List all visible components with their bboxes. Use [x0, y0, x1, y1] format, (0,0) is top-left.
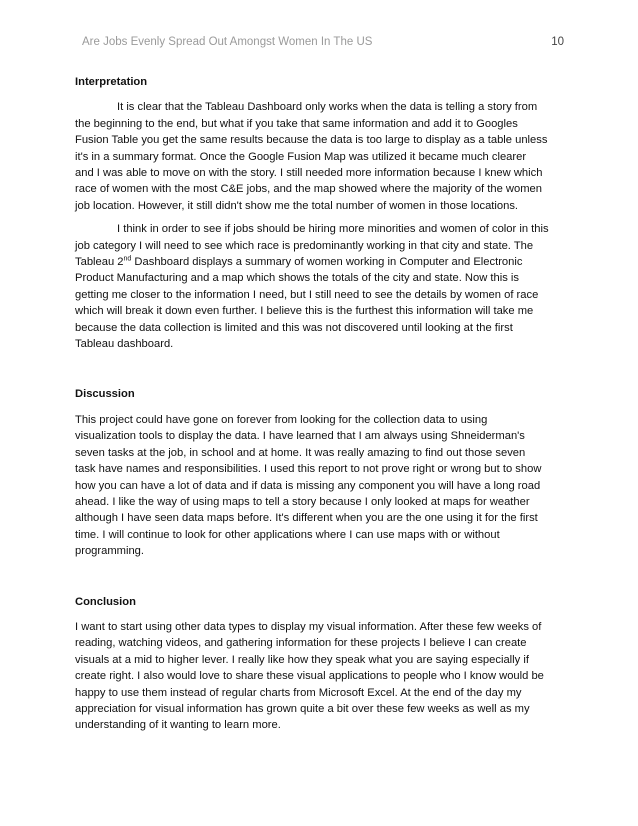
text-line: Tableau dashboard.: [75, 338, 174, 351]
text-line: Fusion Table you get the same results because the data is too large to display as a table unless: [75, 134, 548, 147]
text-line: This project could have gone on forever from looking for the collection data to using: [75, 413, 488, 426]
text-line-with-superscript: [75, 254, 567, 270]
conclusion-heading: Conclusion: [75, 595, 136, 608]
text-line: appreciation for visual information has grown quite a bit over these few weeks as well as my: [75, 702, 530, 715]
text-line: programming.: [75, 545, 145, 558]
text-line: the beginning to the end, but what if you take that same information and add it to Googles: [75, 117, 518, 130]
text-line: understanding of it wanting to learn more.: [75, 719, 281, 732]
text-line: which will break it down even further. I believe this is the furthest this information will take me: [75, 305, 534, 318]
text-line: job category I will need to see which race is predominantly working in that city and state. The: [75, 239, 534, 252]
text-line: race of women with the most C&E jobs, and the map showed where the majority of the women: [75, 183, 542, 196]
document-body: [75, 74, 567, 734]
text-line: it's in a summary format. Once the Google Fusion Map was utilized it became much clearer: [75, 150, 527, 163]
text-line: Product Manufacturing and a map which shows the totals of the city and state. Now this is: [75, 272, 519, 285]
text-line: reading, watching videos, and gathering information for these projects I believe I can create: [75, 637, 527, 650]
running-head: [82, 36, 564, 52]
discussion-paragraph: [75, 412, 567, 560]
conclusion-paragraph: [75, 619, 567, 734]
text-fragment: Tableau 2: [75, 256, 124, 269]
text-line: getting me closer to the information I need, but I still need to see the details by women of race: [75, 288, 539, 301]
text-line: I want to start using other data types to display my visual information. After these few weeks of: [75, 620, 542, 633]
text-line: create right. I also would love to share these visual applications to people who I know would be: [75, 670, 544, 683]
text-line: seven tasks at the job, in school and at home. It was really amazing to find out those seven: [75, 446, 526, 459]
text-line: although I have seen data maps before. It's different when you are the one using it for the first: [75, 512, 538, 525]
text-line: visualization tools to display the data. I have learned that I am always using Shneiderman's: [75, 430, 525, 443]
text-line: time. I will continue to look for other applications where I can use maps with or without: [75, 528, 500, 541]
running-head-title: Are Jobs Evenly Spread Out Amongst Women In The US: [82, 36, 373, 48]
text-line: and I was able to move on with the story. I still needed more information because I knew which: [75, 167, 543, 180]
text-line: visuals at a mid to higher lever. I really like how they speak what you are saying especially if: [75, 653, 529, 666]
interpretation-heading: Interpretation: [75, 76, 148, 88]
interpretation-paragraph-1: [75, 99, 567, 214]
text-line: because the data collection is limited and this was not discovered until looking at the first: [75, 321, 513, 334]
discussion-heading: Discussion: [75, 388, 135, 401]
text-line: how you can have a lot of data and if data is missing any component you will have a long road: [75, 479, 541, 492]
text-line: job location. However, it still didn't show me the total number of women in those locations.: [75, 199, 519, 212]
interpretation-paragraph-2: [75, 221, 567, 352]
text-line: task have names and responsibilities. I used this report to not prove right or wrong but to show: [75, 463, 542, 476]
text-line: I think in order to see if jobs should be hiring more minorities and women of color in this: [117, 223, 549, 236]
text-line: ahead. I like the way of using maps to tell a story because I only looked at maps for weather: [75, 495, 530, 508]
page-number: 10: [551, 36, 564, 48]
ordinal-superscript: nd: [123, 255, 132, 263]
text-line: It is clear that the Tableau Dashboard only works when the data is telling a story from: [117, 101, 538, 114]
text-line: happy to use them instead of regular charts from Microsoft Excel. At the end of the day my: [75, 686, 522, 699]
text-fragment: Dashboard displays a summary of women working in Computer and Electronic: [131, 256, 523, 269]
